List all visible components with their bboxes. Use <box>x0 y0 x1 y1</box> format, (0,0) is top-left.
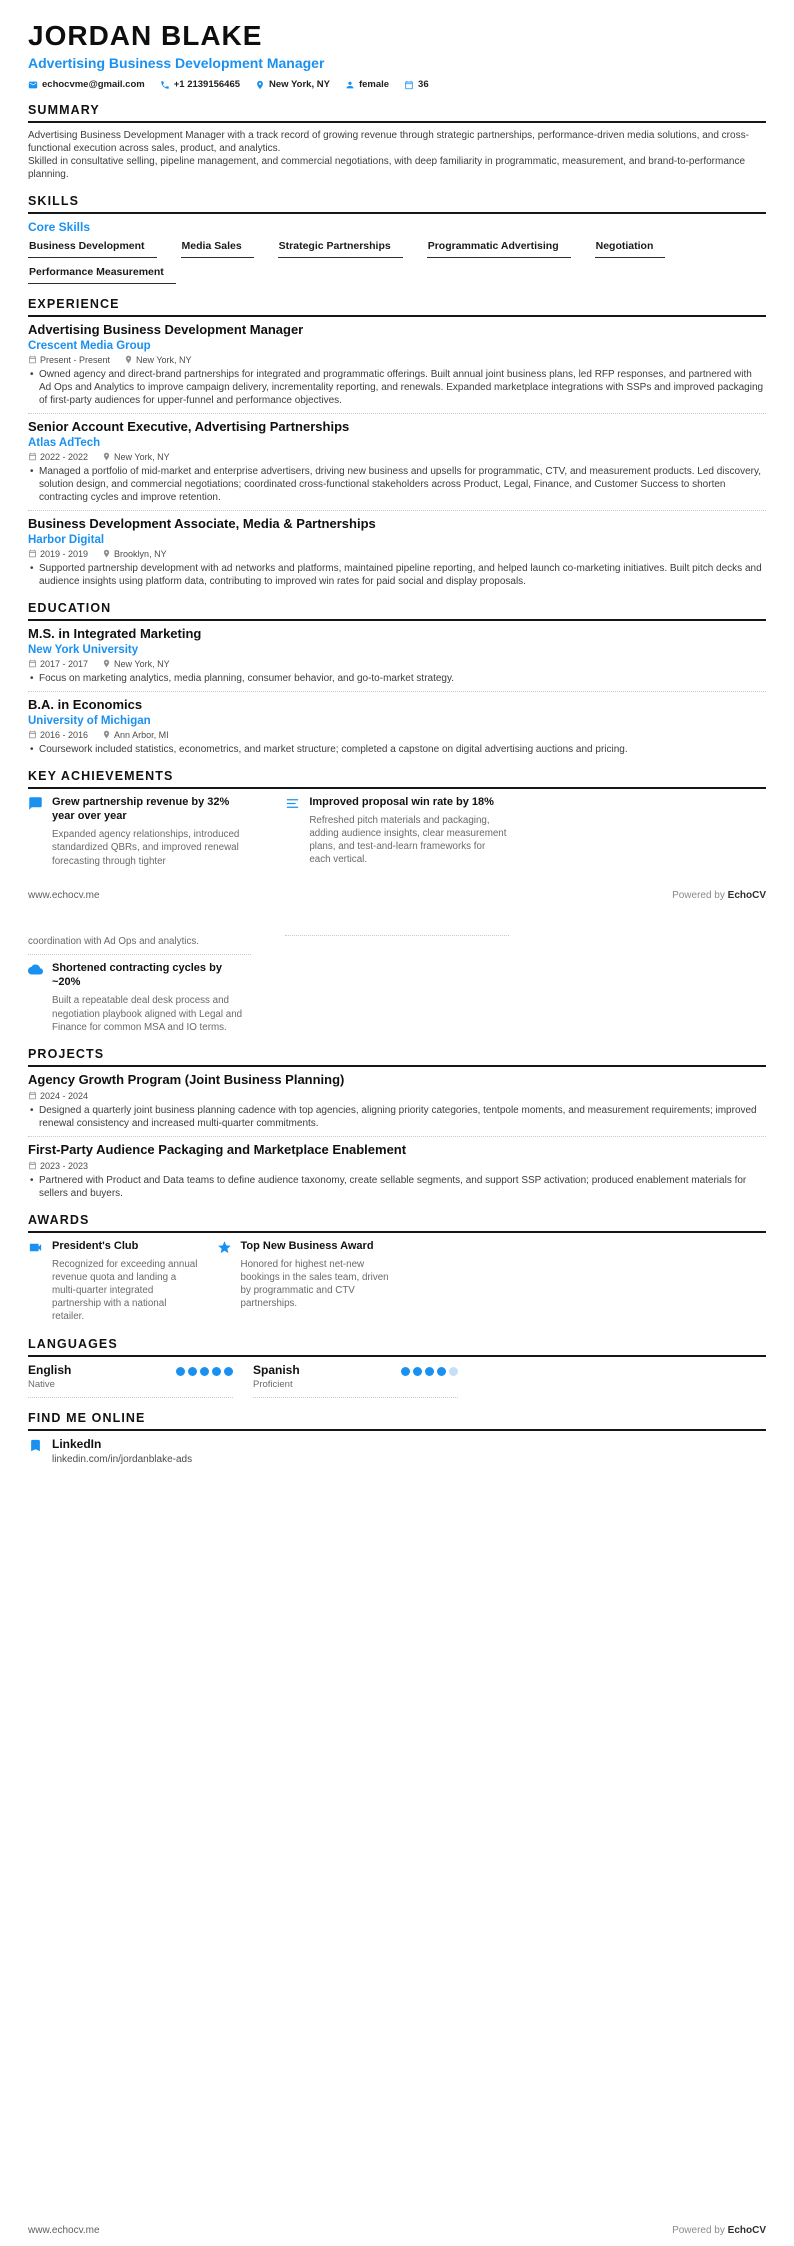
skill-tag: Negotiation <box>595 240 666 258</box>
project-title: First-Party Audience Packaging and Marketplace Enablement <box>28 1141 407 1157</box>
award-text: Recognized for exceeding annual revenue quota and landing a multi-quarter integrated partnership with a national retailer. <box>52 1258 198 1323</box>
calendar-icon <box>28 549 37 558</box>
online-profile-url[interactable]: linkedin.com/in/jordanblake-ads <box>52 1453 193 1465</box>
job-bullet: • Supported partnership development with ad networks and platforms, maintained pipeline reporting, and helped launch co-marketing initiatives. Built pitch decks and audience insights using platform data, contributing to improved win rates for paid social and display proposals. <box>28 562 766 588</box>
entry-separator <box>28 413 766 414</box>
calendar-icon <box>28 1161 37 1170</box>
job-meta <box>28 452 766 462</box>
language-name: English <box>28 1362 72 1377</box>
videocam-icon <box>28 1240 43 1255</box>
job-dates <box>28 452 88 462</box>
phone-icon <box>160 80 170 90</box>
entry-separator <box>28 510 766 511</box>
summary-heading: SUMMARY <box>28 103 766 123</box>
footer-powered-prefix: Powered by <box>672 889 728 901</box>
contact-age <box>404 79 429 90</box>
entry-separator <box>28 1136 766 1137</box>
contact-email-text: echocvme@gmail.com <box>42 79 145 90</box>
job-dates-text: Present - Present <box>40 354 111 365</box>
school-name: New York University <box>28 643 139 656</box>
education-location <box>102 730 169 740</box>
list-icon <box>285 796 300 811</box>
proficiency-dot <box>176 1367 185 1376</box>
education-location-text: Ann Arbor, MI <box>114 729 169 740</box>
project-title: Agency Growth Program (Joint Business Planning) <box>28 1071 345 1087</box>
achievement-item <box>285 795 508 868</box>
language-info <box>253 1363 300 1390</box>
achievements-grid <box>28 795 766 868</box>
online-profile-linkedin <box>28 1437 766 1465</box>
language-entry-spanish <box>253 1363 458 1398</box>
calendar-icon <box>28 452 37 461</box>
project-dates <box>28 1161 88 1171</box>
job-company: Crescent Media Group <box>28 339 151 352</box>
degree-title: B.A. in Economics <box>28 696 143 712</box>
awards-heading: AWARDS <box>28 1213 766 1233</box>
proficiency-dot <box>224 1367 233 1376</box>
section-languages <box>28 1337 766 1398</box>
footer-powered-prefix: Powered by <box>672 2225 728 2236</box>
job-title: Advertising Business Development Manager <box>28 322 304 337</box>
achievements-grid-empty-cell <box>543 795 766 868</box>
section-education <box>28 601 766 756</box>
education-location <box>102 659 170 669</box>
location-icon <box>102 730 111 739</box>
contact-gender <box>345 79 389 90</box>
online-profile-name: LinkedIn <box>52 1436 102 1451</box>
achievement-text: Expanded agency relationships, introduced standardized QBRs, and improved renewal forecasting through tighter <box>52 829 240 867</box>
calendar-icon <box>28 730 37 739</box>
location-icon <box>124 355 133 364</box>
job-bullet: • Owned agency and direct-brand partnerships for integrated and programmatic offerings. Built annual joint business plans, led RFP responses, and partnered with Ad Ops and Analytics to improve campaign delivery, incrementality reporting, and renewals. Expanded marketplace integrations with SSPs and improved packaging of first-party audiences for upper-funnel and performance objectives. <box>28 368 766 407</box>
education-meta <box>28 730 766 740</box>
contact-row <box>28 79 766 90</box>
achievements-heading: KEY ACHIEVEMENTS <box>28 769 766 789</box>
education-location-text: New York, NY <box>114 658 170 669</box>
award-item <box>28 1239 201 1324</box>
job-meta <box>28 355 766 365</box>
proficiency-dot <box>401 1367 410 1376</box>
job-title: Business Development Associate, Media & Partnerships <box>28 515 376 531</box>
job-dates-text: 2022 - 2022 <box>40 451 89 462</box>
skill-tag: Performance Measurement <box>28 266 176 284</box>
skills-heading: SKILLS <box>28 194 766 214</box>
job-dates <box>28 355 110 365</box>
education-dates-text: 2016 - 2016 <box>40 729 89 740</box>
calendar-icon <box>28 355 37 364</box>
job-location <box>102 452 170 462</box>
achievements-continuation-grid <box>28 935 766 1034</box>
job-dates-text: 2019 - 2019 <box>40 548 89 559</box>
job-location-text: New York, NY <box>136 354 192 365</box>
job-company: Atlas AdTech <box>28 436 101 449</box>
page-footer <box>28 2225 766 2236</box>
job-location <box>102 549 167 559</box>
section-find-me-online <box>28 1411 766 1465</box>
job-location-text: Brooklyn, NY <box>114 548 167 559</box>
section-awards <box>28 1213 766 1324</box>
languages-row <box>28 1363 766 1398</box>
projects-heading: PROJECTS <box>28 1047 766 1067</box>
school-name: University of Michigan <box>28 714 151 727</box>
achievements-continuation-left <box>28 935 251 1034</box>
education-dates-text: 2017 - 2017 <box>40 658 89 669</box>
achievement-title: Shortened contracting cycles by ~20% <box>52 961 222 989</box>
proficiency-dot <box>449 1367 458 1376</box>
job-dates <box>28 549 88 559</box>
education-bullet: • Focus on marketing analytics, media planning, consumer behavior, and go-to-market strategy. <box>28 672 766 685</box>
project-entry <box>28 1143 766 1200</box>
awards-grid <box>28 1239 766 1324</box>
achievements-continuation-right <box>285 935 508 1034</box>
achievements-grid-empty-cell <box>543 935 766 1034</box>
project-meta <box>28 1091 766 1101</box>
achievement-item <box>28 961 251 1034</box>
calendar-icon <box>28 1091 37 1100</box>
summary-paragraph-1: Advertising Business Development Manager with a track record of growing revenue through strategic partnerships, performance-driven media solutions, and cross-functional execution across sales, product, and analytics. <box>28 130 749 154</box>
achievement-separator <box>28 954 251 955</box>
education-entry <box>28 627 766 685</box>
job-title: Senior Account Executive, Advertising Partnerships <box>28 418 350 434</box>
language-name: Spanish <box>253 1362 300 1377</box>
footer-brand: EchoCV <box>727 889 766 901</box>
education-dates <box>28 730 88 740</box>
candidate-name: JORDAN BLAKE <box>28 20 263 51</box>
bookmark-icon <box>28 1438 43 1453</box>
achievement-title: Improved proposal win rate by 18% <box>309 795 494 808</box>
proficiency-dot <box>212 1367 221 1376</box>
section-achievements <box>28 769 766 868</box>
contact-phone-text: +1 2139156465 <box>173 79 241 90</box>
person-icon <box>345 80 355 90</box>
section-summary <box>28 103 766 181</box>
footer-powered-by <box>672 2225 766 2236</box>
proficiency-dot <box>425 1367 434 1376</box>
achievement-text-continuation: coordination with Ad Ops and analytics. <box>28 935 200 947</box>
education-bullet: • Coursework included statistics, econometrics, and market structure; completed a capstone on digital advertising auctions and pricing. <box>28 743 766 756</box>
footer-brand: EchoCV <box>727 2225 766 2236</box>
entry-separator <box>28 691 766 692</box>
contact-gender-text: female <box>358 79 390 90</box>
language-proficiency-dots <box>173 1367 233 1376</box>
job-meta <box>28 549 766 559</box>
language-entry-english <box>28 1363 233 1398</box>
find-me-online-heading: FIND ME ONLINE <box>28 1411 766 1431</box>
job-company: Harbor Digital <box>28 533 105 546</box>
award-icon <box>217 1240 232 1255</box>
project-entry <box>28 1073 766 1130</box>
achievement-title: Grew partnership revenue by 32% year over year <box>52 795 230 822</box>
project-meta <box>28 1161 766 1171</box>
contact-phone[interactable] <box>160 79 240 90</box>
proficiency-dot <box>188 1367 197 1376</box>
experience-heading: EXPERIENCE <box>28 297 766 317</box>
job-entry <box>28 323 766 407</box>
page-footer <box>28 890 766 901</box>
chat-bubble-icon <box>28 796 43 811</box>
award-title: President's Club <box>52 1239 139 1252</box>
project-dates-text: 2024 - 2024 <box>40 1090 89 1101</box>
location-icon <box>102 452 111 461</box>
skills-list <box>28 240 766 284</box>
cloud-icon <box>28 962 43 977</box>
section-experience <box>28 297 766 588</box>
location-icon <box>102 659 111 668</box>
footer-site-link[interactable]: www.echocv.me <box>28 2225 100 2236</box>
project-dates-text: 2023 - 2023 <box>40 1160 89 1171</box>
education-heading: EDUCATION <box>28 601 766 621</box>
contact-location-text: New York, NY <box>269 79 330 90</box>
contact-age-text: 36 <box>418 79 429 90</box>
skills-group-label: Core Skills <box>28 220 91 234</box>
award-text: Honored for highest net-new bookings in the sales team, driven by programmatic and CTV partnerships. <box>240 1258 389 1310</box>
degree-title: M.S. in Integrated Marketing <box>28 625 202 641</box>
job-entry <box>28 517 766 588</box>
skill-tag: Strategic Partnerships <box>278 240 403 258</box>
awards-grid-empty-cell <box>594 1239 767 1324</box>
job-location <box>124 355 192 365</box>
language-level: Native <box>28 1378 55 1390</box>
project-dates <box>28 1091 88 1101</box>
proficiency-dot <box>200 1367 209 1376</box>
resume-header <box>28 20 766 90</box>
proficiency-dot <box>437 1367 446 1376</box>
project-bullet: • Partnered with Product and Data teams to define audience taxonomy, create sellable segments, and support SSP activation; produced enablement materials for sellers and buyers. <box>28 1174 766 1200</box>
achievement-text: Built a repeatable deal desk process and negotiation playbook aligned with Legal and Finance for common MSA and IO terms. <box>52 995 243 1033</box>
footer-site-link[interactable]: www.echocv.me <box>28 889 100 901</box>
footer-powered-by <box>672 890 766 901</box>
location-icon <box>255 80 265 90</box>
job-location-text: New York, NY <box>114 451 170 462</box>
contact-location <box>255 79 330 90</box>
education-entry <box>28 698 766 756</box>
section-skills <box>28 194 766 284</box>
languages-heading: LANGUAGES <box>28 1337 766 1357</box>
education-meta <box>28 659 766 669</box>
achievement-item <box>28 795 251 868</box>
award-item <box>217 1239 390 1324</box>
summary-paragraph-2: Skilled in consultative selling, pipeline management, and commercial negotiations, with deep familiarity in programmatic, measurement, and brand-to-performance planning. <box>28 156 746 180</box>
language-info <box>28 1363 71 1390</box>
section-projects <box>28 1047 766 1200</box>
language-proficiency-dots <box>398 1367 458 1376</box>
skill-tag: Media Sales <box>181 240 254 258</box>
language-level: Proficient <box>253 1378 293 1390</box>
proficiency-dot <box>413 1367 422 1376</box>
job-entry <box>28 420 766 504</box>
award-title: Top New Business Award <box>240 1239 374 1252</box>
location-icon <box>102 549 111 558</box>
job-bullet: • Managed a portfolio of mid-market and enterprise advertisers, driving new business and upsells for programmatic, CTV, and measurement products. Led discovery, solution design, and commercial negotiations; coordinated cross-functional stakeholders across Product, Legal, Finance, and Customer Success to shorten contracting cycles and improve retention. <box>28 465 766 504</box>
contact-email[interactable] <box>28 79 145 90</box>
candidate-job-title: Advertising Business Development Manager <box>28 55 325 71</box>
calendar-icon <box>28 659 37 668</box>
project-bullet: • Designed a quarterly joint business planning cadence with top agencies, aligning priority categories, tentpole moments, and measurement requirements; improved renewal consistency and increased multi-quarter commitments. <box>28 1104 766 1130</box>
education-dates <box>28 659 88 669</box>
achievement-separator <box>285 935 508 936</box>
achievement-text: Refreshed pitch materials and packaging, adding audience insights, clear measurement plans, and test-and-learn frameworks for each vertical. <box>309 814 507 866</box>
awards-grid-empty-cell <box>405 1239 578 1324</box>
email-icon <box>28 80 38 90</box>
skill-tag: Programmatic Advertising <box>427 240 571 258</box>
skill-tag: Business Development <box>28 240 157 258</box>
calendar-icon <box>404 80 414 90</box>
